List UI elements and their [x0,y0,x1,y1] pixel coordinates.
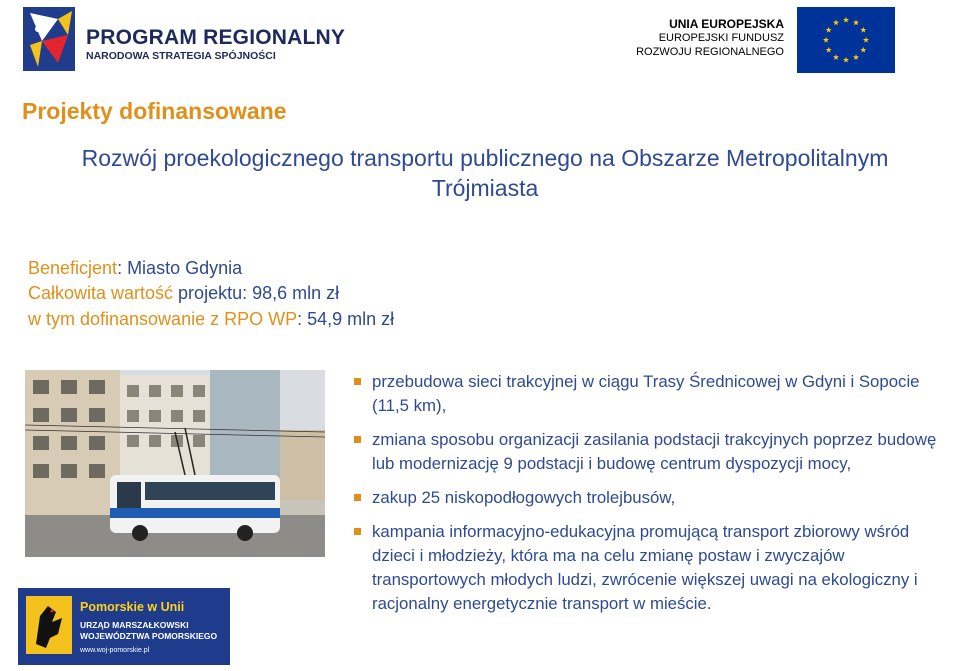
cofinance-line [28,309,394,330]
beneficiary-line [28,258,242,279]
cofinance-value: : 54,9 mln zł [297,309,395,329]
list-item [352,370,942,418]
project-title: Rozwój proekologicznego transportu publicznego na Obszarze Metropolitalnym Trójmiasta [81,145,889,201]
total-value: projektu: 98,6 mln zł [173,283,340,303]
list-item [352,428,942,476]
urzad-line-1: URZĄD MARSZAŁKOWSKI [80,620,189,630]
eu-flag-icon [797,7,895,73]
bullet-square-icon [354,378,361,385]
project-scope-list [352,370,942,626]
list-item [352,486,942,510]
list-item-text: zmiana sposobu organizacji zasilania podstacji trakcyjnych poprzez budowę lub modernizację 9 podstacji i budowę centrum dyspozycji mocy, [372,430,937,473]
list-item [352,520,942,616]
eu-line-2: EUROPEJSKI FUNDUSZ [658,32,784,44]
beneficiary-value: : Miasto Gdynia [117,258,243,278]
list-item-text: kampania informacyjno-edukacyjna promującą transport zbiorowy wśród dzieci i młodzieży, która ma na celu zmianę postaw i zwyczajów transportowych młodych ludzi, zwrócenie większej uwagi na ekologiczny i racjonalny energetycznie transport w mieście. [372,522,918,613]
eu-fund-label [584,17,784,59]
griffin-emblem-icon [24,594,74,660]
trolleybus-photo [25,370,325,557]
urzad-line-2: WOJEWÓDZTWA POMORSKIEGO [80,631,218,641]
total-label: Całkowita wartość [28,283,174,303]
beneficiary-label: Beneficjent [28,258,118,278]
bullet-square-icon [354,528,361,535]
list-item-text: przebudowa sieci trakcyjnej w ciągu Trasy Średnicowej w Gdyni i Sopocie (11,5 km), [372,372,920,415]
program-title: PROGRAM REGIONALNY [86,26,346,49]
eu-line-3: ROZWOJU REGIONALNEGO [636,46,784,58]
pomorskie-unia-label: Pomorskie w Unii [80,600,185,614]
total-value-line [28,283,339,304]
eu-line-1: UNIA EUROPEJSKA [669,17,784,31]
pomorskie-website: www.woj-pomorskie.pl [80,647,150,654]
bullet-square-icon [354,494,361,501]
section-title: Projekty dofinansowane [22,98,287,124]
cofinance-label: w tym dofinansowanie z RPO WP [28,309,298,329]
program-subtitle: NARODOWA STRATEGIA SPÓJNOŚCI [86,50,276,62]
list-item-text: zakup 25 niskopodłogowych trolejbusów, [372,488,676,507]
bullet-square-icon [354,436,361,443]
